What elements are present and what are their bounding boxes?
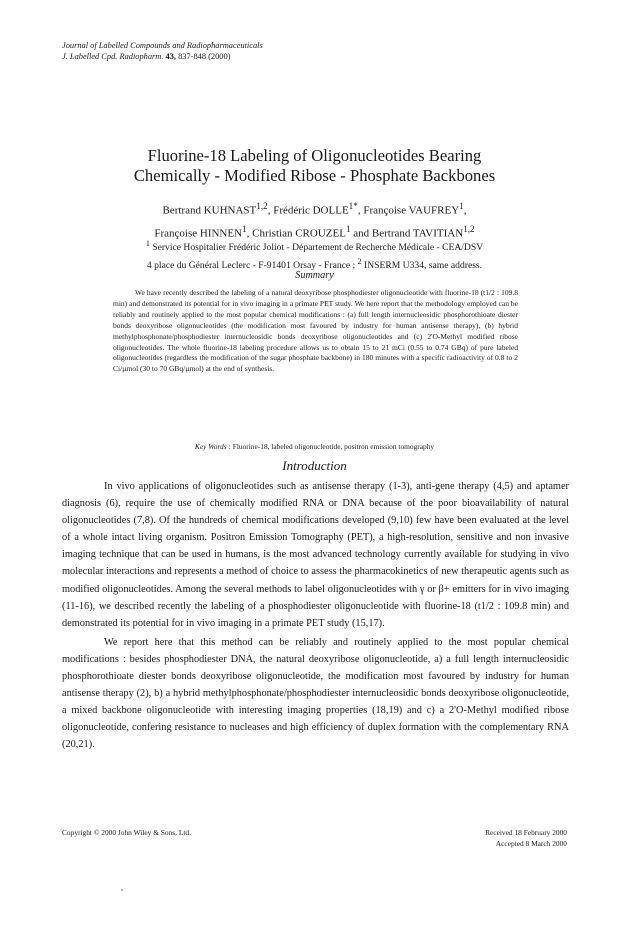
author-list — [60, 197, 569, 242]
author-affil-sup: 1* — [348, 201, 358, 211]
title-line-2: Chemically - Modified Ribose - Phosphate Backbones — [133, 166, 496, 185]
author-affil-sup: 1,2 — [463, 223, 475, 234]
intro-paragraph-2: We report here that this method can be reliably and routinely applied to the most popular chemical modifications : besides phosphodiester DNA, the natural deoxyribose oligonucleotide, a) a full length internucleosidic phosphorothioate diester bonds deoxyribose oligonucleotide, the modification most favoured by industry for human antisense therapy (2), b) a hybrid methylphosphonate/phosphodiester internucleosidic bonds deoxyribose oligonucleotide, a mixed backbone oligonucleotide with interesting imaging properties (18,19) and c) a 2'O-Methyl modified ribose oligonucleotide, confering resistance to nucleases and high efficiency of duplex formation with the complementary RNA (20,21). — [62, 636, 569, 751]
author-name: Françoise HINNEN — [154, 227, 243, 240]
journal-pages: 837-848 (2000) — [178, 52, 231, 61]
journal-volume: 43, — [165, 52, 176, 61]
affiliation-text: Service Hospitalier Frédéric Joliot - Département de Recherche Médicale - CEA/DSV — [149, 242, 484, 254]
accepted-date: Accepted 8 March 2000 — [495, 838, 567, 848]
author-name: , Christian CROUZEL — [246, 227, 346, 240]
author-name: Bertrand KUHNAST — [162, 204, 257, 217]
received-dates — [485, 828, 567, 849]
title-line-1: Fluorine-18 Labeling of Oligonucleotides Bearing — [147, 146, 482, 165]
author-affil-sup: 1,2 — [256, 201, 268, 211]
summary-text: We have recently described the labeling of a natural deoxyribose phosphodiester oligonucleotide with fluorine-18 (t1/2 : 109.8 min) and demonstrated its potential for in vivo imaging in a primate PET study. We here report that the methodology employed can be reliably and routinely applied to the most popular chemical modifications : (a) full length internucleosidic phosphorothioate diester bonds deoxyribose oligonucleotides (the modification most favoured by industry for human antisense therapy), (b) hybrid methylphosphonate/phosphodiester internucleosidic bonds deoxyribose oligonucleotides and (c) 2'O-Methyl modified ribose oligonucleotides. The whole fluorine-18 labeling procedure allows us to obtain 15 to 21 mCi (0.55 to 0.74 GBq) of pure labeled oligonucleotides (regardless the modification of the sugar phosphate backbone) in 180 minutes with a specific radioactivity of 0.8 to 2 Ci/µmol (30 to 70 GBq/µmol) at the end of synthesis. — [113, 288, 518, 374]
author-name: , Frédéric DOLLE — [267, 204, 349, 217]
affiliation-text: 4 place du Général Leclerc - F-91401 Orsay - France ; — [146, 260, 358, 272]
journal-citation — [62, 51, 263, 62]
introduction-body — [62, 478, 569, 754]
paper-title — [60, 146, 569, 186]
author-affil-sup: 1 — [242, 223, 247, 234]
author-line-1 — [60, 197, 569, 220]
scan-speck — [121, 889, 123, 891]
author-separator: , — [463, 204, 467, 217]
journal-header — [62, 40, 263, 62]
introduction-heading: Introduction — [282, 458, 347, 473]
keywords — [60, 442, 569, 451]
intro-paragraph-1: In vivo applications of oligonucleotides such as antisense therapy (1-3), anti-gene therapy (4,5) and aptamer diagnosis (6), require the use of chemically modified RNA or DNA because of the poor bioavailability of natural oligonucleotides (7,8). Of the hundreds of chemical modifications developed (9,10) few have been evaluated at the level of a whole intact living organism. Positron Emission Tomography (PET), a high-resolution, sensitive and non invasive imaging technique that can be used in humans, is the most advanced technology currently available for studying in vivo molecular interactions and represents a method of choice to assess the pharmacokinetics of new therapeutic agents such as modified oligonucleotides. Among the several methods to label oligonucleotides with γ or β+ emitters for in vivo imaging (11-16), we described recently the labeling of a phosphodiester oligonucleotide with fluorine-18 (t1/2 : 109.8 min) and demonstrated its potential for in vivo imaging in a primate PET study (15,17). — [62, 481, 569, 629]
affil-sup: 2 — [357, 257, 362, 267]
journal-name: Journal of Labelled Compounds and Radiopharmaceuticals — [62, 41, 263, 50]
affiliations — [60, 237, 569, 273]
copyright-notice: Copyright © 2000 John Wiley & Sons, Ltd. — [62, 828, 191, 837]
received-date: Received 18 February 2000 — [485, 828, 567, 837]
summary-abstract — [113, 288, 518, 375]
journal-abbrev: J. Labelled Cpd. Radiopharm. — [62, 52, 164, 61]
author-affil-sup: 1 — [459, 201, 464, 211]
summary-heading: Summary — [295, 270, 334, 281]
affil-sup: 1 — [145, 239, 150, 248]
author-name: and Bertrand TAVITIAN — [350, 227, 464, 240]
author-affil-sup: 1 — [345, 223, 351, 234]
keywords-text: Fluorine-18, labeled oligonucleotide, positron emission tomography — [230, 442, 435, 451]
affiliation-text: INSERM U334, same address. — [361, 260, 483, 272]
keywords-label: Key Words : — [194, 442, 231, 451]
author-name: , Françoise VAUFREY — [357, 204, 460, 217]
affiliation-line-1 — [60, 237, 569, 255]
